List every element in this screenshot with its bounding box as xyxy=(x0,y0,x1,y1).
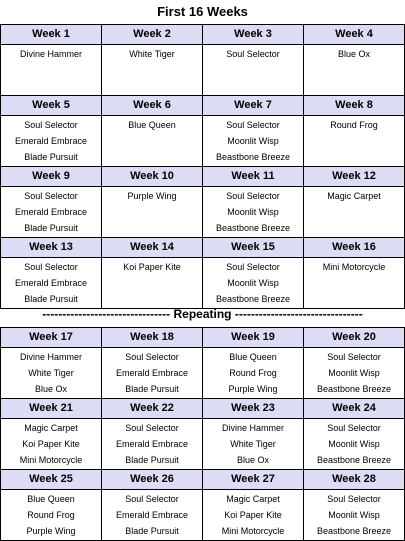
repeating-divider: -------------------------------- Repeating -------------------------------- xyxy=(42,307,363,321)
week-cell xyxy=(102,238,203,309)
week-item: Beastbone Breeze xyxy=(215,294,291,304)
week-row xyxy=(1,238,405,309)
week-header: Week 21 xyxy=(1,399,101,419)
week-header: Week 4 xyxy=(304,25,404,45)
week-items xyxy=(304,187,404,237)
week-items xyxy=(304,348,404,398)
week-item: Mini Motorcycle xyxy=(221,526,285,536)
week-items xyxy=(102,258,202,308)
week-items xyxy=(1,258,101,308)
week-items xyxy=(1,419,101,469)
week-item: Blue Ox xyxy=(236,455,269,465)
week-item: Blue Queen xyxy=(128,120,176,130)
week-header: Week 12 xyxy=(304,167,404,187)
week-cell xyxy=(102,328,203,399)
week-cell xyxy=(1,96,102,167)
week-cell xyxy=(102,96,203,167)
week-item: Moonlit Wisp xyxy=(227,207,279,217)
week-row xyxy=(1,399,405,470)
week-cell xyxy=(304,167,405,238)
week-item: Blade Pursuit xyxy=(125,455,179,465)
week-item: Beastbone Breeze xyxy=(316,455,392,465)
week-cell xyxy=(304,238,405,309)
week-cell xyxy=(1,167,102,238)
week-item: Emerald Embrace xyxy=(14,207,88,217)
week-item: Blade Pursuit xyxy=(24,223,78,233)
week-item: Blade Pursuit xyxy=(24,294,78,304)
week-item: Soul Selector xyxy=(24,120,78,130)
week-header: Week 1 xyxy=(1,25,101,45)
week-item: Magic Carpet xyxy=(24,423,78,433)
week-items xyxy=(102,45,202,95)
week-items xyxy=(304,45,404,95)
week-cell xyxy=(304,328,405,399)
week-header: Week 19 xyxy=(203,328,303,348)
first-weeks-table xyxy=(0,24,405,309)
week-items xyxy=(203,419,303,469)
week-item: Emerald Embrace xyxy=(115,510,189,520)
week-header: Week 15 xyxy=(203,238,303,258)
week-row xyxy=(1,470,405,541)
week-item: Round Frog xyxy=(27,510,75,520)
week-item: Blade Pursuit xyxy=(125,526,179,536)
week-item: Moonlit Wisp xyxy=(328,368,380,378)
week-items xyxy=(203,187,303,237)
week-cell xyxy=(304,470,405,541)
week-item: Round Frog xyxy=(330,120,378,130)
week-item: Soul Selector xyxy=(226,120,280,130)
week-item: Divine Hammer xyxy=(19,49,82,59)
week-header: Week 23 xyxy=(203,399,303,419)
week-item: Blade Pursuit xyxy=(125,384,179,394)
week-cell xyxy=(304,399,405,470)
week-item: Emerald Embrace xyxy=(14,136,88,146)
week-item: Moonlit Wisp xyxy=(227,278,279,288)
week-row xyxy=(1,167,405,238)
page-title: First 16 Weeks xyxy=(157,4,248,19)
week-cell xyxy=(1,399,102,470)
week-items xyxy=(1,116,101,166)
week-header: Week 24 xyxy=(304,399,404,419)
week-item: Emerald Embrace xyxy=(14,278,88,288)
week-cell xyxy=(203,238,304,309)
week-cell xyxy=(102,25,203,96)
week-item: Blue Queen xyxy=(27,494,75,504)
week-item: Soul Selector xyxy=(24,262,78,272)
week-item: Blue Ox xyxy=(337,49,370,59)
week-item: Purple Wing xyxy=(228,384,278,394)
week-item: Soul Selector xyxy=(327,423,381,433)
week-item: Purple Wing xyxy=(26,526,76,536)
week-items xyxy=(304,419,404,469)
week-header: Week 20 xyxy=(304,328,404,348)
week-items xyxy=(1,45,101,95)
week-item: Koi Paper Kite xyxy=(123,262,181,272)
week-header: Week 28 xyxy=(304,470,404,490)
week-item: Divine Hammer xyxy=(19,352,82,362)
week-item: Soul Selector xyxy=(226,262,280,272)
week-cell xyxy=(203,167,304,238)
week-cell xyxy=(1,25,102,96)
week-header: Week 7 xyxy=(203,96,303,116)
week-item: Mini Motorcycle xyxy=(19,455,83,465)
week-item: Divine Hammer xyxy=(221,423,284,433)
week-item: Soul Selector xyxy=(125,494,179,504)
week-header: Week 14 xyxy=(102,238,202,258)
week-cell xyxy=(304,96,405,167)
week-cell xyxy=(1,238,102,309)
week-header: Week 16 xyxy=(304,238,404,258)
week-items xyxy=(1,348,101,398)
week-items xyxy=(102,187,202,237)
week-cell xyxy=(203,96,304,167)
week-item: White Tiger xyxy=(28,368,74,378)
week-items xyxy=(203,258,303,308)
week-header: Week 18 xyxy=(102,328,202,348)
week-item: White Tiger xyxy=(230,439,276,449)
week-header: Week 13 xyxy=(1,238,101,258)
week-cell xyxy=(203,25,304,96)
week-item: Emerald Embrace xyxy=(115,368,189,378)
week-items xyxy=(203,116,303,166)
week-item: Soul Selector xyxy=(24,191,78,201)
week-item: Blue Ox xyxy=(34,384,67,394)
week-item: Beastbone Breeze xyxy=(316,384,392,394)
week-item: Soul Selector xyxy=(327,352,381,362)
week-item: Soul Selector xyxy=(327,494,381,504)
week-item: Koi Paper Kite xyxy=(224,510,282,520)
week-row xyxy=(1,328,405,399)
week-cell xyxy=(1,328,102,399)
week-items xyxy=(304,116,404,166)
week-items xyxy=(102,116,202,166)
week-item: Mini Motorcycle xyxy=(322,262,386,272)
week-header: Week 3 xyxy=(203,25,303,45)
week-item: Beastbone Breeze xyxy=(215,223,291,233)
week-row xyxy=(1,96,405,167)
week-header: Week 22 xyxy=(102,399,202,419)
week-items xyxy=(102,348,202,398)
week-header: Week 11 xyxy=(203,167,303,187)
week-cell xyxy=(304,25,405,96)
week-header: Week 6 xyxy=(102,96,202,116)
week-item: Soul Selector xyxy=(125,352,179,362)
week-items xyxy=(203,45,303,95)
week-item: Beastbone Breeze xyxy=(215,152,291,162)
week-header: Week 9 xyxy=(1,167,101,187)
week-cell xyxy=(102,470,203,541)
week-items xyxy=(304,258,404,308)
week-header: Week 5 xyxy=(1,96,101,116)
week-item: Soul Selector xyxy=(226,49,280,59)
week-items xyxy=(1,187,101,237)
week-items xyxy=(203,348,303,398)
week-item: Magic Carpet xyxy=(226,494,280,504)
week-header: Week 27 xyxy=(203,470,303,490)
week-item: Magic Carpet xyxy=(327,191,381,201)
week-item: Moonlit Wisp xyxy=(328,510,380,520)
week-cell xyxy=(203,399,304,470)
week-item: Blade Pursuit xyxy=(24,152,78,162)
week-item: Beastbone Breeze xyxy=(316,526,392,536)
week-item: Round Frog xyxy=(229,368,277,378)
week-item: White Tiger xyxy=(129,49,175,59)
week-cell xyxy=(102,167,203,238)
week-cell xyxy=(1,470,102,541)
week-header: Week 8 xyxy=(304,96,404,116)
week-cell xyxy=(203,328,304,399)
week-items xyxy=(102,419,202,469)
week-item: Moonlit Wisp xyxy=(227,136,279,146)
week-item: Blue Queen xyxy=(229,352,277,362)
week-header: Week 26 xyxy=(102,470,202,490)
week-cell xyxy=(203,470,304,541)
week-item: Moonlit Wisp xyxy=(328,439,380,449)
week-item: Soul Selector xyxy=(125,423,179,433)
week-item: Emerald Embrace xyxy=(115,439,189,449)
repeating-weeks-table xyxy=(0,327,405,541)
week-item: Purple Wing xyxy=(127,191,177,201)
week-header: Week 10 xyxy=(102,167,202,187)
week-item: Koi Paper Kite xyxy=(22,439,80,449)
week-cell xyxy=(102,399,203,470)
week-header: Week 2 xyxy=(102,25,202,45)
week-row xyxy=(1,25,405,96)
week-header: Week 17 xyxy=(1,328,101,348)
week-item: Soul Selector xyxy=(226,191,280,201)
week-header: Week 25 xyxy=(1,470,101,490)
